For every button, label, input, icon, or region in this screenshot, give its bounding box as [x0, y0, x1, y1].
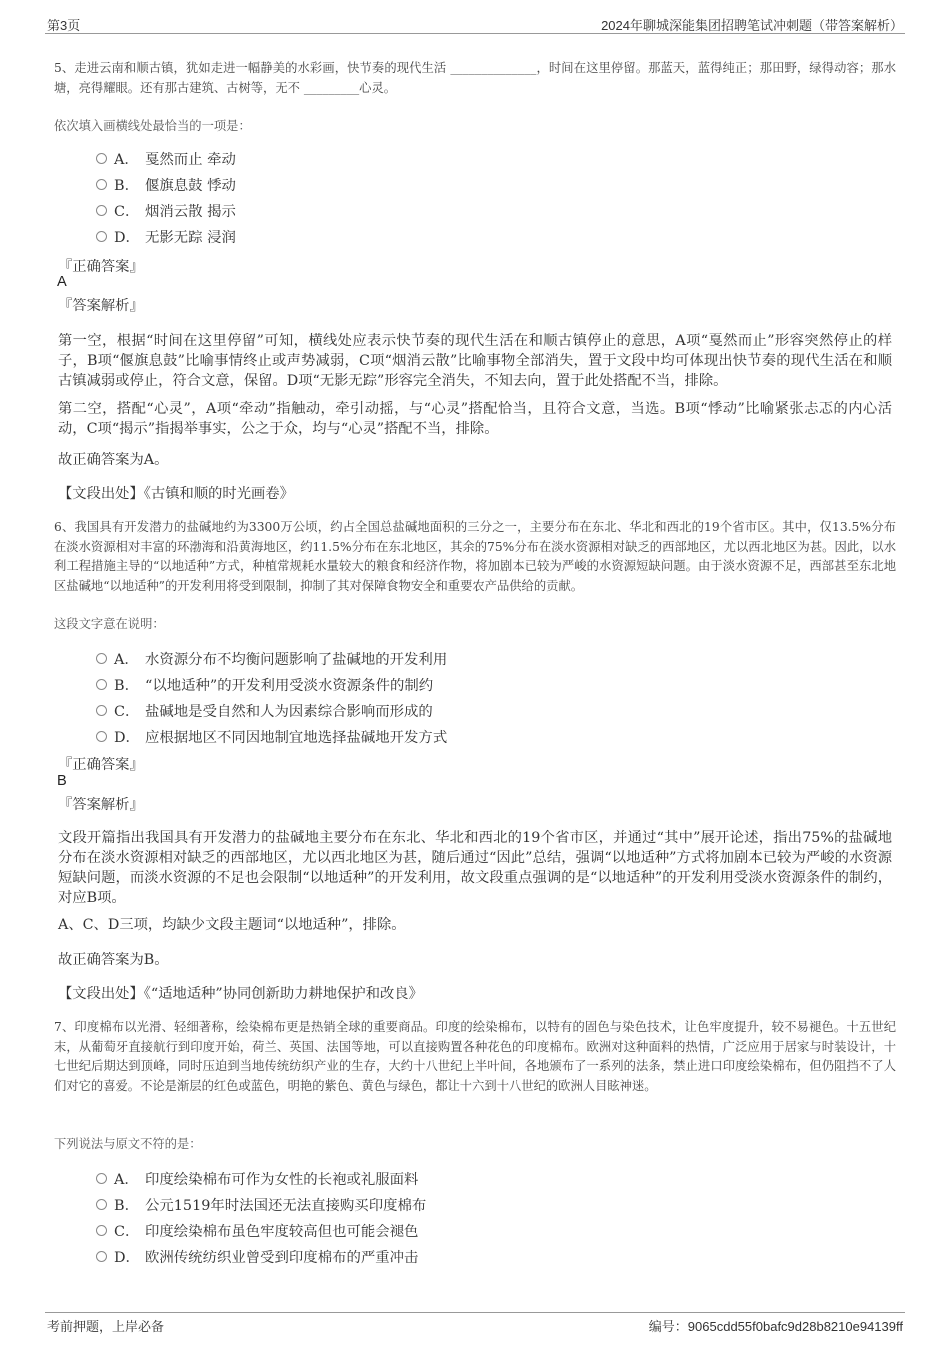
option-letter: B．	[114, 1198, 139, 1214]
q6-analysis-paragraph: 文段开篇指出我国具有开发潜力的盐碱地主要分布在东北、华北和西北的19个省市区，并通过“其中”展开论述，指出75%的盐碱地分布在淡水资源相对缺乏的西部地区，尤以西北地区为甚，随后通过“因此”总结，强调“以地适种”方式将加剧本已较为严峻的水资源短缺问题，而淡水资源的不足也会限制“以地适种”的开发利用，故文段重点强调的是“以地适种”的开发利用受淡水资源条件的制约，对应B项。	[58, 830, 892, 906]
option-letter: B．	[114, 678, 139, 694]
q5-stem: 5、走进云南和顺古镇，犹如走进一幅静美的水彩画，快节奏的现代生活 ______________，时间在这里停留。那蓝天，蓝得纯正；那田野，绿得动容；那水塘，亮得耀眼。还有那古建筑、古树等，无不 _________心灵。	[54, 61, 896, 95]
q6-answer-label: 『正确答案』	[58, 757, 144, 773]
option-letter: D．	[114, 230, 140, 246]
q6-analysis-conclusion: 故正确答案为B。	[58, 952, 169, 968]
radio-icon[interactable]	[96, 653, 107, 664]
q6-prompt: 这段文字意在说明：	[54, 617, 165, 631]
q5-answer-label: 『正确答案』	[58, 259, 144, 275]
q6-source: 【文段出处】《“适地适种”协同创新助力耕地保护和改良》	[58, 986, 423, 1002]
q6-answer: B	[57, 773, 67, 789]
option-letter: C．	[114, 1224, 140, 1240]
option-text: 印度绘染棉布虽色牢度较高但也可能会褪色	[145, 1224, 419, 1240]
option-letter: B．	[114, 178, 139, 194]
radio-icon[interactable]	[96, 1251, 107, 1262]
document-title: 2024年聊城深能集团招聘笔试冲刺题（带答案解析）	[601, 18, 903, 33]
option-text: 水资源分布不均衡问题影响了盐碱地的开发利用	[145, 652, 448, 668]
option-text: 烟消云散 揭示	[145, 204, 236, 220]
option-text: 无影无踪 浸润	[145, 230, 236, 246]
q5-analysis-conclusion: 故正确答案为A。	[58, 452, 169, 468]
q7-prompt: 下列说法与原文不符的是：	[54, 1137, 202, 1151]
q6-analysis-label: 『答案解析』	[58, 797, 144, 813]
q5-prompt: 依次填入画横线处最恰当的一项是：	[54, 119, 251, 133]
radio-icon[interactable]	[96, 705, 107, 716]
option-letter: D．	[114, 1250, 140, 1266]
radio-icon[interactable]	[96, 1199, 107, 1210]
page-footer	[45, 1312, 905, 1334]
radio-icon[interactable]	[96, 179, 107, 190]
q5-analysis-paragraph: 第一空，根据“时间在这里停留”可知，横线处应表示快节奏的现代生活在和顺古镇停止的意思，A项“戛然而止”形容突然停止的样子，B项“偃旗息鼓”比喻事情终止或声势减弱，C项“烟消云散”比喻事物全部消失，置于文段中均可体现出快节奏的现代生活在和顺古镇减弱或停止，符合文意，保留。D项“无影无踪”形容完全消失，不知去向，置于此处搭配不当，排除。	[58, 333, 892, 389]
radio-icon[interactable]	[96, 153, 107, 164]
page-header	[45, 14, 905, 34]
radio-icon[interactable]	[96, 231, 107, 242]
option-text: 偃旗息鼓 悸动	[145, 178, 236, 194]
option-letter: A．	[114, 652, 139, 668]
radio-icon[interactable]	[96, 731, 107, 742]
option-letter: C．	[114, 204, 140, 220]
option-text: 公元1519年时法国还无法直接购买印度棉布	[145, 1198, 427, 1214]
footer-slogan: 考前押题，上岸必备	[47, 1319, 165, 1334]
document-serial: 编号：9065cdd55f0bafc9d28b8210e94139ff	[648, 1319, 903, 1334]
option-letter: A．	[114, 152, 139, 168]
option-text: 应根据地区不同因地制宜地选择盐碱地开发方式	[145, 730, 448, 746]
radio-icon[interactable]	[96, 1225, 107, 1236]
q6-analysis-paragraph: A、C、D三项，均缺少文段主题词“以地适种”，排除。	[58, 917, 406, 933]
q5-analysis-paragraph: 第二空，搭配“心灵”，A项“牵动”指触动，牵引动摇，与“心灵”搭配恰当，且符合文意，当选。B项“悸动”比喻紧张忐忑的内心活动，C项“揭示”指揭举事实，公之于众，均与“心灵”搭配不当，排除。	[58, 401, 892, 437]
q5-source: 【文段出处】《古镇和顺的时光画卷》	[58, 486, 294, 502]
q5-analysis-label: 『答案解析』	[58, 298, 144, 314]
q7-stem: 7、印度棉布以光滑、轻细著称，绘染棉布更是热销全球的重要商品。印度的绘染棉布，以特有的固色与染色技术，让色牢度提升，较不易褪色。十五世纪末，从葡萄牙直接航行到印度开始，荷兰、英国、法国等地，可以直接购置各种花色的印度棉布。欧洲对这种面料的热情，广泛应用于居家与时装设计，十七世纪后期达到顶峰，同时压迫到当地传统纺织产业的生存，大约十八世纪上半叶间，各地颁布了一系列的法条，禁止进口印度绘染棉布，但仍阻挡不了人们对它的喜爱。不论是渐层的红色或蓝色，明艳的紫色、黄色与绿色，都让十六到十八世纪的欧洲人目眩神迷。	[54, 1020, 896, 1093]
radio-icon[interactable]	[96, 205, 107, 216]
option-text: 盐碱地是受自然和人为因素综合影响而形成的	[145, 704, 433, 720]
radio-icon[interactable]	[96, 1173, 107, 1184]
option-text: 欧洲传统纺织业曾受到印度棉布的严重冲击	[145, 1250, 419, 1266]
option-letter: A．	[114, 1172, 139, 1188]
page-number: 第3页	[47, 18, 81, 33]
option-text: “以地适种”的开发利用受淡水资源条件的制约	[145, 678, 434, 694]
option-letter: D．	[114, 730, 140, 746]
radio-icon[interactable]	[96, 679, 107, 690]
q5-answer: A	[57, 274, 67, 290]
option-text: 印度绘染棉布可作为女性的长袍或礼服面料	[145, 1172, 419, 1188]
q6-stem: 6、我国具有开发潜力的盐碱地约为3300万公顷，约占全国总盐碱地面积的三分之一，主要分布在东北、华北和西北的19个省市区。其中，仅13.5%分布在淡水资源相对丰富的环渤海和沿黄海地区，约11.5%分布在东北地区，其余的75%分布在淡水资源相对缺乏的西部地区，尤以西北地区为甚。因此，以水利工程措施主导的“以地适种”方式，种植常规耗水量较大的粮食和经济作物，将加剧本已较为严峻的水资源短缺问题。由于淡水资源不足，西部甚至东北地区盐碱地“以地适种”的开发利用将受到限制，抑制了其对保障食物安全和重要农产品供给的贡献。	[54, 520, 896, 593]
option-text: 戛然而止 牵动	[145, 152, 236, 168]
option-letter: C．	[114, 704, 140, 720]
